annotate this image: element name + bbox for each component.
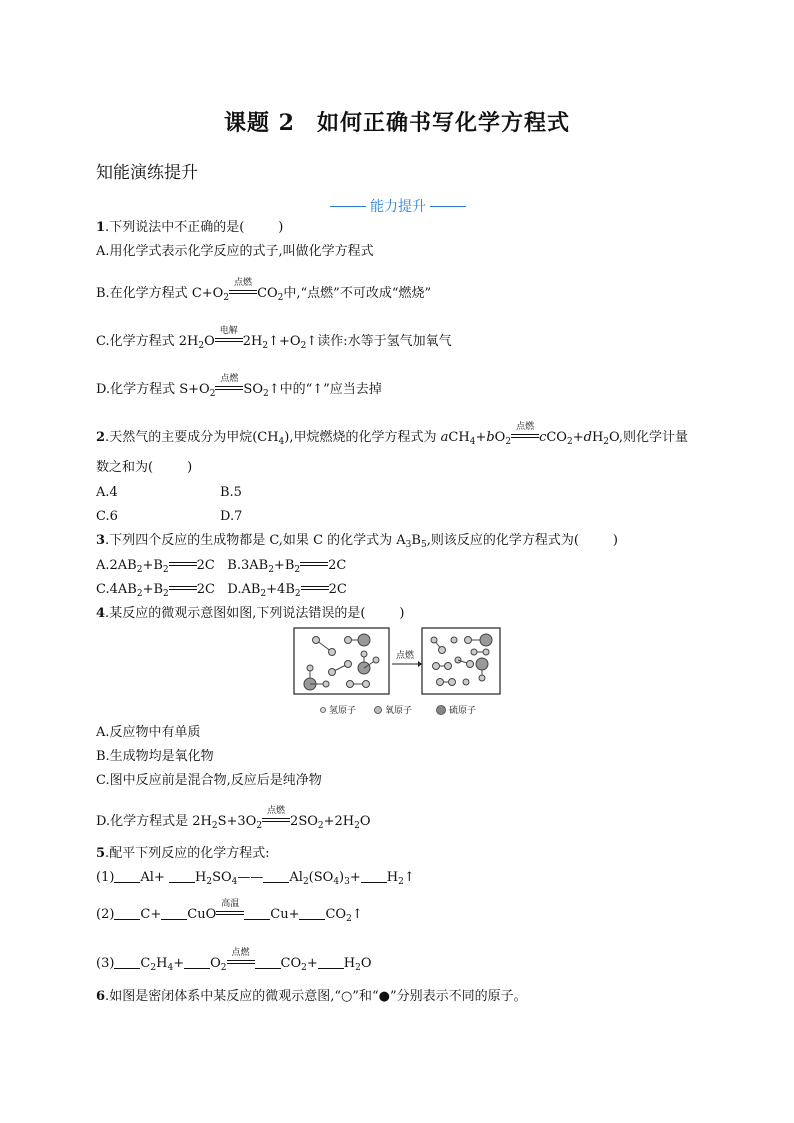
q2-option-c: C.6 — [96, 509, 118, 524]
q2-option-b: B.5 — [220, 485, 242, 500]
arrow-condition: 点燃 — [395, 651, 415, 661]
legend-hydrogen: 氢原子 — [329, 706, 357, 716]
q1-option-d: D.化学方程式 $S+O_2$ 点燃 $SO_2↑$中的“↑”应当去掉 — [96, 374, 382, 399]
q5-part-1: (1) $Al+ H_2SO_4——$ $Al_2(SO_4)_3+$ $H_2↑$ — [96, 870, 415, 887]
question-1: 1.下列说法中不正确的是( ) — [96, 220, 284, 235]
question-6: 6.如图是密闭体系中某反应的微观示意图,“○”和“●”分别表示不同的原子。 — [96, 989, 527, 1004]
q1-option-b: B.在化学方程式 $C+O_2$ 点燃 $CO_2$中,“点燃”不可改成“燃烧” — [96, 278, 432, 303]
question-2: 2.天然气的主要成分为甲烷$(CH_4)$,甲烷燃烧的化学方程式为 $aCH_4+bO_2$ 点燃 $cCO_2+dH_2O$,则化学计量 — [96, 422, 689, 447]
q2-option-a: A.4 — [96, 485, 118, 500]
q3-options-cd: $C.4AB_2+B_2$ 2C $D.AB_2+4B_2$ 2C — [96, 582, 347, 599]
q4-option-d: D.化学方程式是 $2H_2S+3O_2$ 点燃 $2SO_2+2H_2O$ — [96, 806, 371, 831]
q2-option-d: D.7 — [220, 509, 243, 524]
question-4: 4.某反应的微观示意图如图,下列说法错误的是( ) — [96, 606, 405, 621]
subsection-heading: 能力提升 — [330, 196, 466, 216]
question-2-cont: 数之和为( ) — [96, 460, 193, 475]
q5-part-3: (3) $C_2H_4+ O_2$ 点燃 $CO_2+ H_2O$ — [96, 948, 372, 973]
q3-options-ab: $A.2AB_2+B_2$ 2C $B.3AB_2+B_2$ 2C — [96, 558, 347, 575]
question-5: 5.配平下列反应的化学方程式: — [96, 846, 270, 861]
reaction-diagram — [292, 626, 502, 718]
q1-option-a: A.用化学式表示化学反应的式子,叫做化学方程式 — [96, 244, 374, 259]
q4-option-b: B.生成物均是氧化物 — [96, 749, 214, 764]
q5-part-2: (2) C+ CuO 高温 $Cu+ CO_2↑$ — [96, 899, 363, 924]
q1-option-c: C.化学方程式 $2H_2O$ 电解 $2H_2↑+O_2↑$读作:水等于氢气加氧气 — [96, 326, 452, 351]
page-title: 课题 2 如何正确书写化学方程式 — [224, 110, 570, 136]
q4-option-a: A.反应物中有单质 — [96, 725, 201, 740]
question-3: 3.下列四个反应的生成物都是 C,如果 C 的化学式为 $A_3B_5$,则该反应的化学方程式为( ) — [96, 533, 618, 550]
legend-sulfur: 硫原子 — [449, 706, 477, 716]
section-heading: 知能演练提升 — [96, 163, 198, 183]
q4-option-c: C.图中反应前是混合物,反应后是纯净物 — [96, 773, 322, 788]
legend-oxygen: 氧原子 — [385, 706, 413, 716]
